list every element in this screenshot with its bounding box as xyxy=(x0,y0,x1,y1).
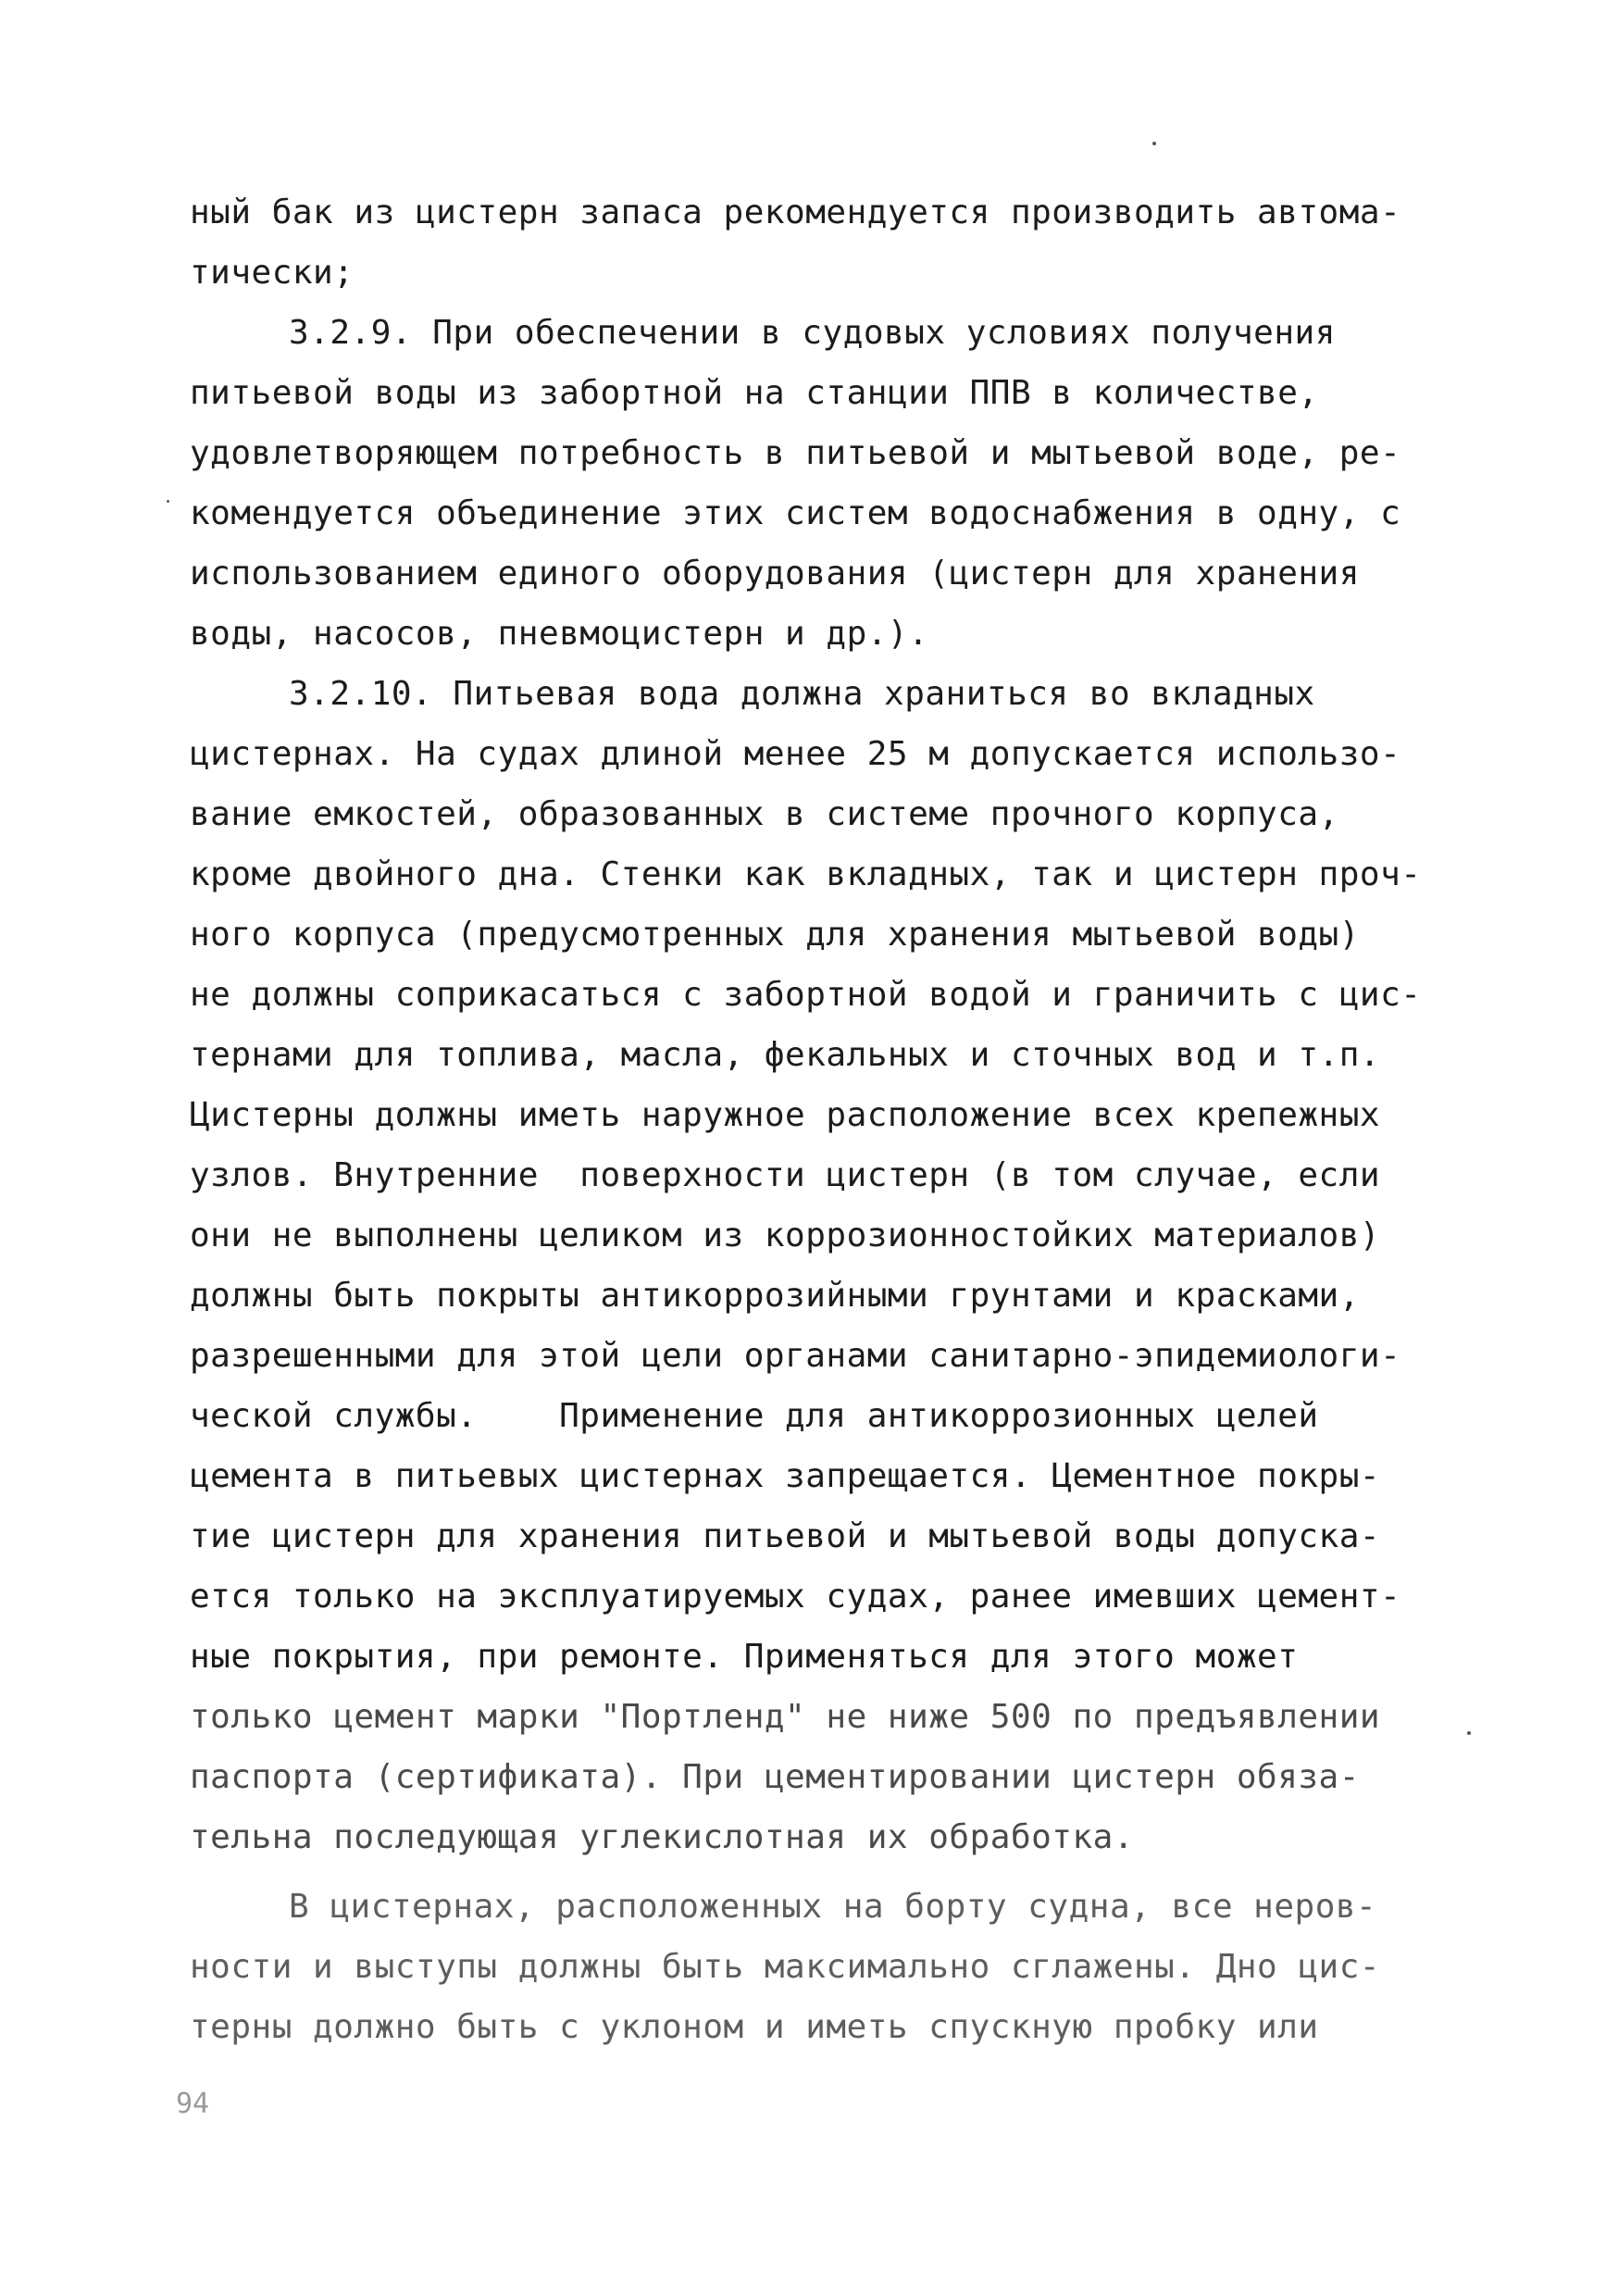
text-line: только цемент марки "Портленд" не ниже 500 по предъявлении xyxy=(190,1698,1381,1736)
text-line: воды, насосов, пневмоцистерн и др.). xyxy=(190,615,929,653)
text-line: паспорта (сертификата). При цементировании цистерн обяза- xyxy=(190,1758,1360,1796)
text-line: тически; xyxy=(190,254,355,292)
paragraph-3-2-10-start: 3.2.10. Питьевая вода должна храниться во вкладных xyxy=(289,675,1315,713)
text-line: ности и выступы должны быть максимально сглажены. Дно цис- xyxy=(190,1948,1381,1986)
text-line: вание емкостей, образованных в системе прочного корпуса, xyxy=(190,795,1339,833)
text-line: ется только на эксплуатируемых судах, ранее имевших цемент- xyxy=(190,1578,1401,1616)
text-line: тернами для топлива, масла, фекальных и сточных вод и т.п. xyxy=(190,1036,1381,1074)
text-line: ный бак из цистерн запаса рекомендуется производить автома- xyxy=(190,193,1401,231)
text-line: цемента в питьевых цистернах запрещается. Цементное покры- xyxy=(190,1457,1381,1495)
text-line: цистернах. На судах длиной менее 25 м допускается использо- xyxy=(190,735,1401,773)
text-line: Цистерны должны иметь наружное расположение всех крепежных xyxy=(190,1096,1381,1134)
text-line: они не выполнены целиком из коррозионностойких материалов) xyxy=(190,1217,1381,1254)
text-line: ные покрытия, при ремонте. Применяться для этого может xyxy=(190,1638,1299,1676)
text-line: не должны соприкасаться с забортной водой и граничить с цис- xyxy=(190,976,1422,1014)
scan-speck xyxy=(1152,142,1156,145)
text-line: кроме двойного дна. Стенки как вкладных, так и цистерн проч- xyxy=(190,855,1422,893)
page-number: 94 xyxy=(176,2088,210,2120)
text-line: разрешенными для этой цели органами санитарно-эпидемиологи- xyxy=(190,1337,1401,1375)
text-line: терны должно быть с уклоном и иметь спускную пробку или xyxy=(190,2008,1319,2046)
text-line: ного корпуса (предусмотренных для хранения мытьевой воды) xyxy=(190,916,1360,954)
text-line: узлов. Внутренние поверхности цистерн (в том случае, если xyxy=(190,1156,1381,1194)
text-line: тельна последующая углекислотная их обработка. xyxy=(190,1818,1134,1856)
text-line: удовлетворяющем потребность в питьевой и мытьевой воде, ре- xyxy=(190,434,1401,472)
paragraph-3-2-9-start: 3.2.9. При обеспечении в судовых условиях получения xyxy=(289,314,1336,352)
text-line: тие цистерн для хранения питьевой и мытьевой воды допуска- xyxy=(190,1517,1381,1555)
text-line: питьевой воды из забортной на станции ППВ в количестве, xyxy=(190,374,1319,412)
text-line: комендуется объединение этих систем водоснабжения в одну, с xyxy=(190,494,1401,532)
text-line: ческой службы. Применение для антикоррозионных целей xyxy=(190,1397,1319,1435)
text-line: должны быть покрыты антикоррозийными грунтами и красками, xyxy=(190,1277,1360,1315)
scan-speck xyxy=(1467,1731,1471,1735)
scan-speck xyxy=(167,500,169,503)
text-line: использованием единого оборудования (цистерн для хранения xyxy=(190,555,1360,593)
paragraph-cisterns-start: В цистернах, расположенных на борту судна, все неров- xyxy=(289,1888,1377,1926)
